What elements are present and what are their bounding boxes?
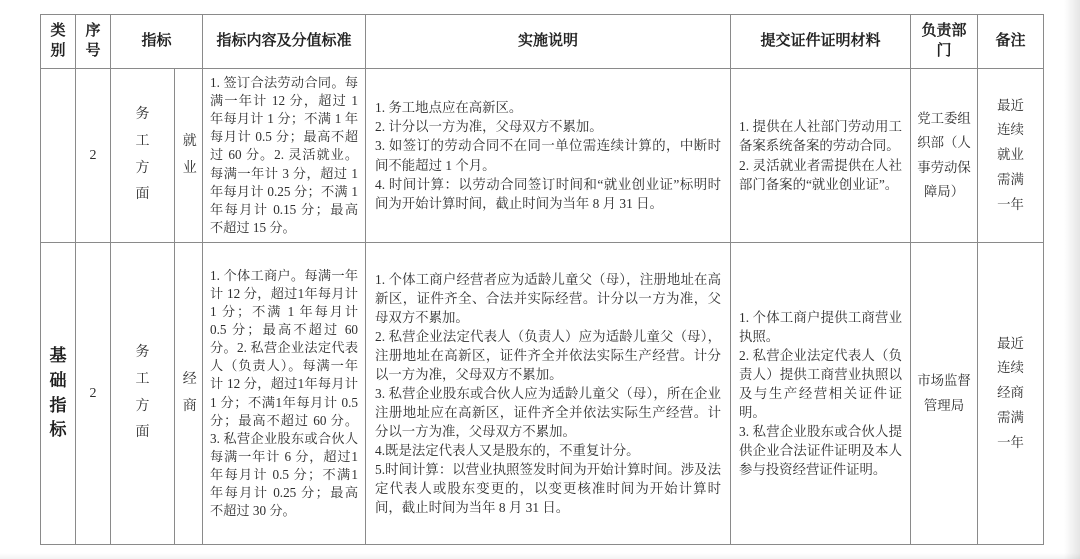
cell-seq (76, 69, 111, 243)
content-text: 1. 签订合法劳动合同。每满一年计 12 分，超过 1 年每月计 1 分；不满 1 年每月计 0.5 分；最高不超过 60 分。2. 灵活就业。每满一年计 3 分，超过 1 年每月计 0.25 分；不满 1 年每月计 0.15 分；最高不超过 15 分。 (210, 75, 359, 235)
header-materials: 提交证件证明材料 (731, 15, 911, 69)
cell-indicator-sub (175, 69, 203, 243)
seq-value: 2 (89, 385, 97, 401)
implementation-item: 4.既是法定代表人又是股东的，不重复计分。 (375, 443, 640, 459)
materials-item: 1. 个体工商户提供工商营业执照。 (739, 309, 903, 344)
implementation-list (375, 98, 721, 212)
header-seq: 序号 (76, 15, 111, 69)
cell-indicator-group (111, 69, 175, 243)
seq-value: 2 (89, 147, 97, 163)
materials-item: 1. 提供在人社部门劳动用工备案系统备案的劳动合同。 (739, 119, 903, 154)
header-content: 指标内容及分值标准 (203, 15, 366, 69)
indicator-sub-label: 就业 (182, 133, 197, 176)
materials-list (739, 117, 902, 193)
materials-item: 3. 私营企业股东或合伙人提供企业合法证件证明及本人参与投资经营证件证明。 (739, 424, 903, 478)
implementation-item: 5.时间计算：以营业执照签发时间为开始计算时间。涉及法定代表人或股东变更的，以变更核准时间为开始计算时间，截止时间为当年 8 月 31 日。 (375, 462, 722, 516)
remark-text: 最近连续就业需满一年 (997, 97, 1024, 212)
implementation-item: 1. 务工地点应在高新区。 (375, 100, 523, 116)
score-criteria-table (40, 14, 1044, 545)
cell-indicator-sub (175, 243, 203, 545)
header-department: 负责部门 (911, 15, 978, 69)
indicator-group-label: 务工方面 (135, 107, 150, 203)
implementation-item: 1. 个体工商户经营者应为适龄儿童父（母），注册地址在高新区，证件齐全、合法并实际经营。计分以一方为准，父母双方不累加。 (375, 271, 722, 325)
materials-list (739, 308, 902, 479)
materials-item: 2. 私营企业法定代表人（负责人）提供工商营业执照以及与生产经营相关证件证明。 (739, 347, 903, 421)
header-indicator: 指标 (111, 15, 203, 69)
header-category: 类别 (41, 15, 76, 69)
implementation-item: 2. 计分以一方为准，父母双方不累加。 (375, 119, 603, 135)
cell-category (41, 243, 76, 545)
implementation-item: 2. 私营企业法定代表人（负责人）应为适龄儿童父（母），注册地址在高新区，证件齐全并依法实际生产经营。计分以一方为准，父母双方不累加。 (375, 328, 722, 382)
cell-materials (731, 69, 911, 243)
implementation-list (375, 270, 721, 517)
table-header-row (41, 15, 1044, 69)
scan-edge-shading-bottom (0, 553, 1080, 559)
indicator-group-label: 务工方面 (135, 345, 150, 441)
cell-seq (76, 243, 111, 545)
header-implementation: 实施说明 (366, 15, 731, 69)
cell-category-empty (41, 69, 76, 243)
cell-implementation (366, 243, 731, 545)
header-remark: 备注 (978, 15, 1044, 69)
cell-materials (731, 243, 911, 545)
cell-content (203, 69, 366, 243)
cell-indicator-group (111, 243, 175, 545)
department-text: 党工委组织部（人事劳动保障局） (917, 111, 971, 199)
content-text: 1. 个体工商户。每满一年计 12 分，超过1年每月计 1 分；不满 1 年每月计 0.5 分；最高不超过 60 分。2. 私营企业法定代表人（负责人）。每满一年计 12 分，超过1年每月计 1 分；不满1年每月计 0.5 分；最高不超过 60 分。3. 私营企业股东或合伙人每满一年计 6 分，超过1年每月计 0.5 分；不满1年每月计 0.25 分；最高不超过 30 分。 (210, 267, 359, 518)
cell-content (203, 243, 366, 545)
cell-implementation (366, 69, 731, 243)
materials-item: 2. 灵活就业者需提供在人社部门备案的“就业创业证”。 (739, 157, 903, 192)
table-row-employment (41, 69, 1044, 243)
implementation-item: 3. 如签订的劳动合同不在同一单位需连续计算的，中断时间不能超过 1 个月。 (375, 138, 722, 173)
indicator-sub-label: 经商 (182, 371, 197, 414)
implementation-item: 3. 私营企业股东或合伙人应为适龄儿童父（母），所在企业注册地址应在高新区，证件齐全并依法实际生产经营。计分以一方为准，父母双方不累加。 (375, 385, 722, 440)
department-text: 市场监督管理局 (917, 373, 971, 413)
cell-remark (978, 243, 1044, 545)
scan-edge-shading-right (1064, 0, 1080, 559)
cell-remark (978, 69, 1044, 243)
cell-department (911, 243, 978, 545)
remark-text: 最近连续经商需满一年 (997, 335, 1024, 450)
category-label: 基础指标 (49, 346, 67, 440)
table-row-business (41, 243, 1044, 545)
cell-department (911, 69, 978, 243)
implementation-item: 4. 时间计算：以劳动合同签订时间和“就业创业证”标明时间为开始计算时间，截止时间为当年 8 月 31 日。 (375, 176, 722, 211)
